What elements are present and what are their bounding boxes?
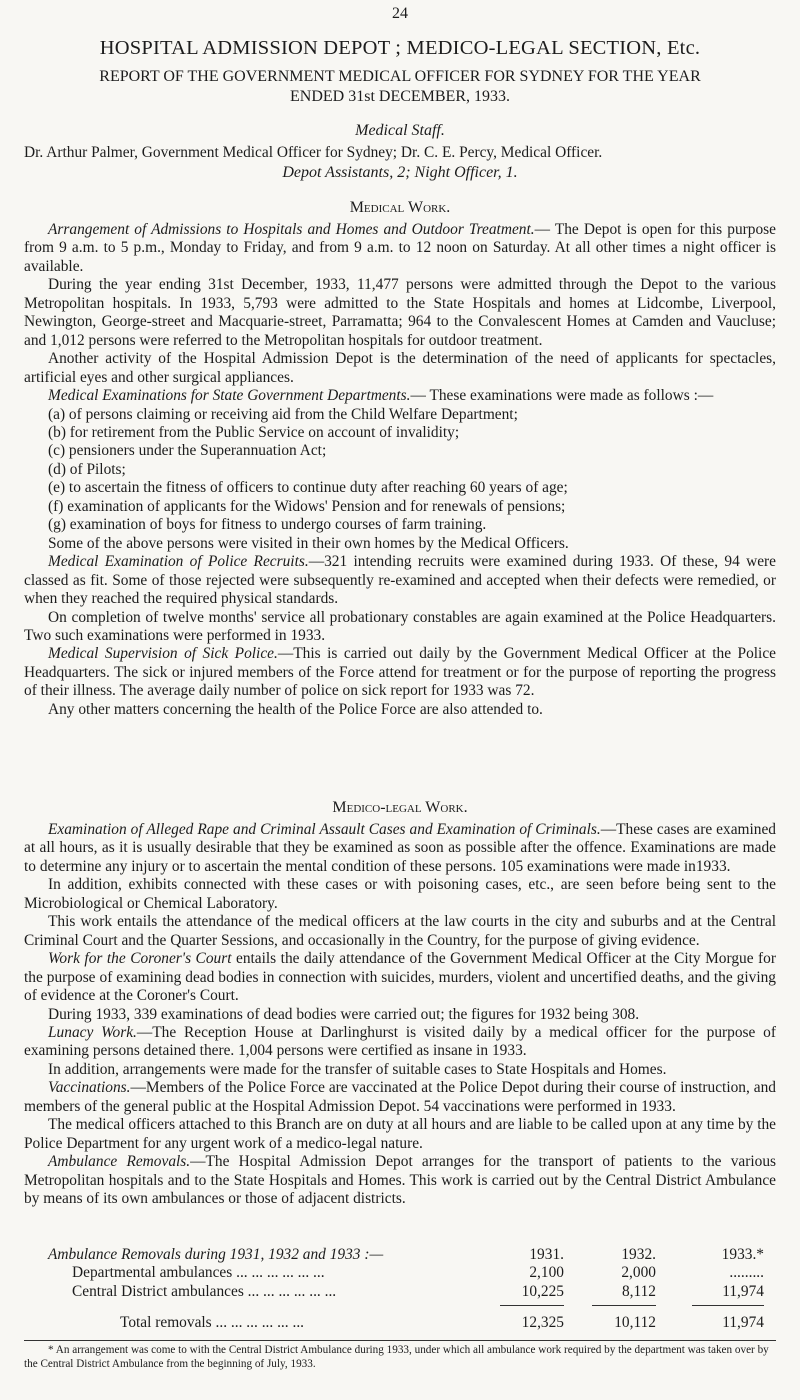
list-item: (d) of Pilots; [48, 460, 126, 478]
column-header: 1933.* [721, 1246, 764, 1263]
total-cell: 11,974 [722, 1314, 764, 1331]
list-item: (e) to ascertain the fitness of officers to continue duty after reaching 60 years of age; [48, 479, 568, 497]
criminal-assault-paragraph: Examination of Alleged Rape and Criminal Assault Cases and Examination of Criminals.—These cases are examined at all hours, as it is usually desirable that they be examined as soon as possible after the offence. Examinations are made to determine any injury or to ascertain the mental condition of these persons. 105 examinations were made in1933. [24, 821, 776, 875]
probationary-paragraph: On completion of twelve months' service all probationary constables are again examined at the Police Headquarters. Two such examinations were performed in 1933. [24, 608, 776, 644]
total-cell: 12,325 [521, 1314, 564, 1331]
page-title: HOSPITAL ADMISSION DEPOT ; MEDICO-LEGAL SECTION, Etc. [99, 37, 701, 59]
law-courts-paragraph: This work entails the attendance of the medical officers at the law courts in the city and suburbs and at the Central Criminal Court and the Quarter Sessions, and occasionally in the Country, for the purpose of giving evidence. [24, 913, 776, 949]
police-recruits-paragraph: Medical Examination of Police Recruits.—321 intending recruits were examined during 1933. Of these, 94 were classed as fit. Some of those rejected were subsequently re-examined and accepted when their defects were remedied, or when they reached the required physical standards. [24, 553, 777, 608]
medical-work-section [24, 221, 776, 719]
list-item: (c) pensioners under the Superannuation Act; [48, 442, 327, 460]
ambulance-table-caption: Ambulance Removals during 1931, 1932 and 1933 :— [48, 1246, 384, 1263]
vaccinations-paragraph: Vaccinations.—Members of the Police Force are vaccinated at the Police Depot during their course of instruction, and members of the general public at the Hospital Admission Depot. 54 vaccinations were performed in 1933. [24, 1079, 776, 1115]
examination-list [24, 406, 776, 535]
sum-rule [592, 1305, 656, 1306]
report-title-line2: ENDED 31st DECEMBER, 1933. [290, 88, 510, 105]
police-health-paragraph: Any other matters concerning the health of the Police Force are also attended to. [48, 700, 543, 718]
report-title-line1: REPORT OF THE GOVERNMENT MEDICAL OFFICER FOR SYDNEY FOR THE YEAR [99, 68, 701, 85]
admissions-paragraph: Arrangement of Admissions to Hospitals and Homes and Outdoor Treatment.— The Depot is open for this purpose from 9 a.m. to 5 p.m., Monday to Friday, and from 9 a.m. to 12 noon on Saturday. At all other times a night officer is available. [24, 221, 776, 275]
exhibits-paragraph: In addition, exhibits connected with these cases or with poisoning cases, etc., are seen before being sent to the Microbiological or Chemical Laboratory. [24, 876, 776, 912]
dead-bodies-paragraph: During 1933, 339 examinations of dead bodies were carried out; the figures for 1932 being 308. [48, 1005, 640, 1023]
sick-police-paragraph: Medical Supervision of Sick Police.—This is carried out daily by the Government Medical Officer at the Police Headquarters. The sick or injured members of the Force attend for treatment or for the purpose of reporting the progress of their illness. The average daily number of police on sick report for 1933 was 72. [24, 645, 776, 700]
page-number: 24 [392, 5, 408, 22]
state-examinations-paragraph: Medical Examinations for State Government Departments.— These examinations were made as follows :— [48, 387, 714, 405]
table-cell: 10,225 [521, 1283, 564, 1300]
table-row-label: Central District ambulances ... ... ... ... ... ... [72, 1283, 337, 1300]
footnote-divider [24, 1340, 776, 1341]
table-cell: 11,974 [722, 1283, 764, 1300]
total-row-label: Total removals ... ... ... ... ... ... [120, 1314, 305, 1331]
footnote: * An arrangement was come to with the Central District Ambulance during 1933, under which all ambulance work required by the department was taken over by the Central District Ambulance from the beginning of July, 1933. [24, 1344, 769, 1370]
medico-legal-heading: Medico-legal Work. [332, 799, 468, 816]
home-visits-paragraph: Some of the above persons were visited in their own homes by the Medical Officers. [48, 534, 569, 552]
admissions-stats-paragraph: During the year ending 31st December, 1933, 11,477 persons were admitted through the Depot to the various Metropolitan hospitals. In 1933, 5,793 were admitted to the State Hospitals and homes at Lidcombe, Liverpool, Newington, George-street and Macquarie-street, Parramatta; 964 to the Convalescent Homes at Camden and Vaucluse; and 1,012 persons were referred to the Metropolitan hospitals for outdoor treatment. [24, 276, 776, 349]
list-item: (g) examination of boys for fitness to undergo courses of farm training. [48, 516, 487, 534]
list-item: (f) examination of applicants for the Widows' Pension and for renewals of pensions; [48, 497, 566, 515]
on-duty-paragraph: The medical officers attached to this Branch are on duty at all hours and are liable to be called upon at any time by the Police Department for any urgent work of a medico-legal nature. [24, 1116, 776, 1152]
list-item: (a) of persons claiming or receiving aid from the Child Welfare Department; [48, 405, 518, 423]
table-row-label: Departmental ambulances ... ... ... ... ... ... [72, 1264, 325, 1281]
table-cell: 2,000 [621, 1264, 656, 1281]
medical-staff-line2: Depot Assistants, 2; Night Officer, 1. [282, 164, 518, 181]
medico-legal-section [24, 821, 776, 1209]
sum-rule [692, 1305, 764, 1306]
column-header: 1932. [621, 1246, 656, 1263]
total-cell: 10,112 [614, 1314, 656, 1331]
appliances-paragraph: Another activity of the Hospital Admission Depot is the determination of the need of applicants for spectacles, artificial eyes and other surgical appliances. [24, 350, 776, 386]
table-cell: 2,100 [529, 1264, 564, 1281]
ambulance-paragraph: Ambulance Removals.—The Hospital Admission Depot arranges for the transport of patients to the various Metropolitan hospitals and to the State Hospitals and Homes. This work is carried out by the Central District Ambulance by means of its own ambulances or those of adjacent districts. [24, 1153, 777, 1208]
table-cell: ......... [729, 1264, 764, 1281]
coroners-court-paragraph: Work for the Coroner's Court entails the daily attendance of the Government Medical Officer at the City Morgue for the purpose of examining dead bodies in connection with suicides, murders, violent and uncertified deaths, and the giving of evidence at the Coroner's Court. [24, 950, 776, 1005]
lunacy-paragraph: Lunacy Work.—The Reception House at Darlinghurst is visited daily by a medical officer for the purpose of examining persons detained there. 1,004 persons were certified as insane in 1933. [24, 1023, 776, 1060]
transfer-paragraph: In addition, arrangements were made for the transfer of suitable cases to State Hospitals and Homes. [48, 1060, 667, 1078]
table-cell: 8,112 [621, 1283, 656, 1300]
list-item: (b) for retirement from the Public Service on account of invalidity; [48, 423, 460, 441]
column-header: 1931. [529, 1246, 564, 1263]
sum-rule [500, 1305, 564, 1306]
medical-work-heading: Medical Work. [349, 199, 451, 216]
medical-staff-line1: Dr. Arthur Palmer, Government Medical Officer for Sydney; Dr. C. E. Percy, Medical Officer. [24, 144, 603, 161]
medical-staff-heading: Medical Staff. [355, 122, 445, 139]
